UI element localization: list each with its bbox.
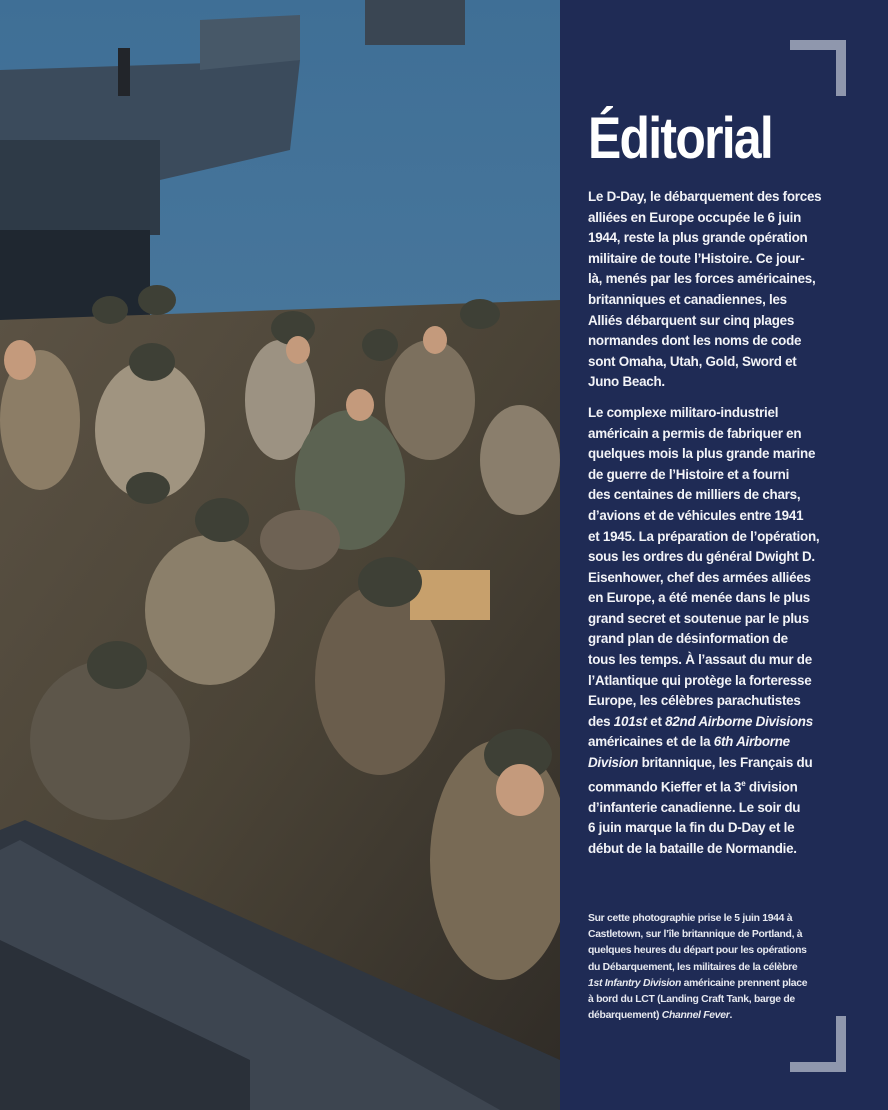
text-line: grand plan de désinformation de <box>588 631 788 647</box>
text-line: d’infanterie canadienne. Le soir du <box>588 799 801 815</box>
superscript: e <box>741 778 746 788</box>
text-line: l’Atlantique qui protège la forteresse <box>588 672 812 688</box>
text-line: et 1945. La préparation de l’opération, <box>588 528 820 544</box>
caption-line <box>588 1008 874 1024</box>
page-title: Éditorial <box>588 106 773 171</box>
caption-line: Sur cette photographie prise le 5 juin 1944 à <box>588 913 793 924</box>
text-line: grand secret et soutenue par le plus <box>588 610 809 626</box>
text-line: sous les ordres du général Dwight D. <box>588 549 815 565</box>
caption-line: Castletown, sur l’île britannique de Portland, à <box>588 929 803 941</box>
editorial-panel <box>560 0 888 1110</box>
text-line: là, menés par les forces américaines, <box>588 271 816 287</box>
text-segment: . <box>729 1010 733 1022</box>
paragraph-2 <box>588 403 874 860</box>
text-line: en Europe, a été menée dans le plus <box>588 590 810 606</box>
text-line: Le D-Day, le débarquement des forces <box>588 189 822 204</box>
text-line: de guerre de l’Histoire et a fourni <box>588 466 790 482</box>
caption-line <box>588 976 874 992</box>
text-line: Eisenhower, chef des armées alliées <box>588 569 811 585</box>
text-segment: américaines et de la <box>588 734 714 750</box>
text-line <box>588 732 874 753</box>
text-segment: division <box>745 779 798 795</box>
text-segment: américaine prennent place <box>681 977 808 989</box>
text-segment: débarquement) <box>588 1010 662 1022</box>
editorial-body <box>588 187 874 869</box>
italic-text: 6th Airborne <box>713 734 790 750</box>
paragraph-1 <box>588 187 874 393</box>
caption-line: à bord du LCT (Landing Craft Tank, barge de <box>588 994 795 1006</box>
text-line: des centaines de milliers de chars, <box>588 487 801 503</box>
corner-mark-top-right-vertical <box>836 40 846 96</box>
text-line: tous les temps. À l’assaut du mur de <box>588 652 812 668</box>
text-line: normandes dont les noms de code <box>588 333 802 349</box>
text-line: militaire de toute l’Histoire. Ce jour- <box>588 250 805 266</box>
text-line: début de la bataille de Normandie. <box>588 840 797 856</box>
text-line: britanniques et canadiennes, les <box>588 291 787 307</box>
italic-text: 82nd Airborne Divisions <box>665 713 813 729</box>
italic-text: 101st <box>613 713 647 729</box>
text-line: américain a permis de fabriquer en <box>588 425 802 441</box>
italic-text: Division <box>588 755 639 771</box>
text-line: Le complexe militaro-industriel <box>588 404 779 420</box>
text-line: sont Omaha, Utah, Gold, Sword et <box>588 353 797 369</box>
text-segment: commando Kieffer et la 3 <box>588 779 742 795</box>
text-segment: et <box>646 713 666 729</box>
text-line <box>588 712 874 733</box>
caption-line: du Débarquement, les militaires de la célèbre <box>588 961 798 973</box>
caption-line: quelques heures du départ pour les opérations <box>588 945 807 957</box>
italic-text: 1st Infantry Division <box>588 977 682 989</box>
text-line: Alliés débarquent sur cinq plages <box>588 312 795 328</box>
text-line: Europe, les célèbres parachutistes <box>588 693 801 709</box>
text-line: d’avions et de véhicules entre 1941 <box>588 507 804 523</box>
italic-text: Channel Fever <box>661 1010 730 1022</box>
text-line <box>588 774 874 798</box>
corner-mark-bottom-right-vertical <box>836 1016 846 1072</box>
text-line: 1944, reste la plus grande opération <box>588 230 808 246</box>
photo-caption <box>588 911 874 1024</box>
text-line <box>588 753 874 774</box>
text-segment: des <box>588 713 614 729</box>
text-line: alliées en Europe occupée le 6 juin <box>588 209 802 225</box>
text-segment: britannique, les Français du <box>638 755 813 771</box>
text-line: 6 juin marque la fin du D-Day et le <box>588 820 795 836</box>
text-line: quelques mois la plus grande marine <box>588 446 816 462</box>
text-line: Juno Beach. <box>588 374 665 390</box>
